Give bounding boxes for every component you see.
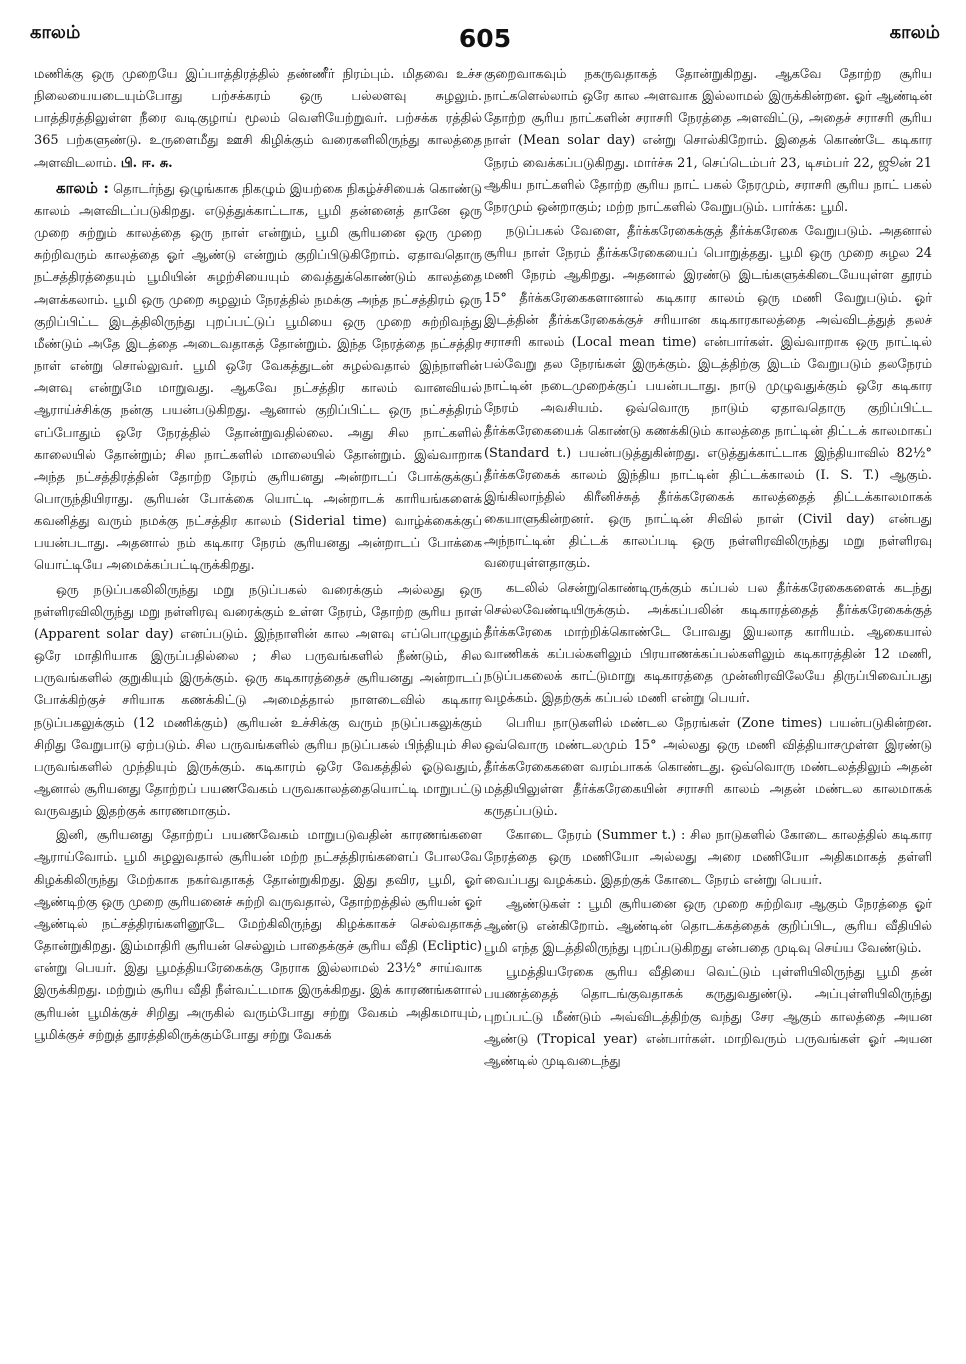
paragraph: ஒரு நடுப்பகலிலிருந்து மறு நடுப்பகல் வரைக்கும் அல்லது ஒரு நள்ளிரவிலிருந்து மறு நள்ளிரவு வரைக்கும் உள்ள நேரம், தோற்ற சூரிய நாள் (Apparent solar day) எனப்படும். இந்நாளின் கால அளவு எப்பொழுதும் ஒரே மாதிரியாக இருப்பதில்லை ; சில பருவங்களில் நீண்டும், சில பருவங்களில் குறுகியும் இருக்கும். ஒரு கடிகாரத்தைச் சூரியனது அன்றாடப் போக்கிற்குச் சரியாக கணக்கிட்டு அமைத்தால் நாளடைவில் கடிகார நடுப்பகலுக்கும் (12 மணிக்கும்) சூரியன் உச்சிக்கு வரும் நடுப்பகலுக்கும் சிறிது வேறுபாடு ஏற்படும். சில பருவங்களில் சூரிய நடுப்பகல் பிந்தியும் சில பருவங்களில் முந்தியும் இருக்கும். கடிகாரம் ஒரே வேகத்தில் ஓடுவதும், ஆனால் சூரியனது தோற்றப் பயணவேகம் பருவகாலத்தையொட்டி மாறுபட்டு வருவதும் இதற்குக் காரணமாகும். xyxy=(34,582,482,820)
entry-paragraph: காலம் : தொடர்ந்து ஒழுங்காக நிகழும் இயற்கை நிகழ்ச்சியைக் கொண்டு காலம் அளவிடப்படுகிறது. எடுத்துக்காட்டாக, பூமி தன்னைத் தானே ஒரு முறை சுற்றும் காலத்தை ஒரு நாள் என்றும், பூமி சூரியனை ஒரு முறை சுற்றிவரும் காலத்தை ஓர் ஆண்டு என்றும் குறிப்பிடுகிறோம். ஏதாவதொரு நட்சத்திரத்தையும் பூமியின் சுழற்சியையும் வைத்துக்கொண்டும் காலத்தை அளக்கலாம். பூமி ஒரு முறை சுழலும் நேரத்தில் நமக்கு அந்த நட்சத்திரம் ஒரு குறிப்பிட்ட இடத்திலிருந்து புறப்பட்டுப் பூமியை ஒரு முறை சுற்றிவந்து மீண்டும் அதே இடத்தை அடைவதாகத் தோன்றும். இந்த நேரத்தை நட்சத்திர நாள் என்று சொல்லுவர். பூமி ஒரே வேகத்துடன் சுழல்வதால் இந்நாளின் அளவு என்றுமே மாறுவது. ஆகவே நட்சத்திர காலம் வானவியல் ஆராய்ச்சிக்கு நன்கு பயன்படுகிறது. ஆனால் குறிப்பிட்ட ஒரு நட்சத்திரம் எப்போதும் ஒரே நேரத்தில் தோன்றுவதில்லை. அது சில நாட்களில் காலையில் தோன்றும்; சில நாட்களில் மாலையில் தோன்றும். இவ்வாறாக அந்த நட்சத்திரத்தின் தோற்ற நேரம் சூரியனது அன்றாடப் போக்குக்குப் பொருந்தியிராது. சூரியன் போக்கை யொட்டி அன்றாடக் காரியங்களைக் கவனித்து வரும் நமக்கு நட்சத்திர காலம் (Siderial time) வாழ்க்கைக்குப் பயன்படாது. அதனால் நம் கடிகார நேரம் சூரியனது அன்றாடப் போக்கை யொட்டியே அமைக்கப்பட்டிருக்கிறது. xyxy=(34,178,482,574)
paragraph: கடலில் சென்றுகொண்டிருக்கும் கப்பல் பல தீர்க்கரேகைகளைக் கடந்து செல்லவேண்டியிருக்கும். அக்கப்பலின் கடிகாரத்தைத் தீர்க்கரேகைக்குத் தீர்க்கரேகை மாற்றிக்கொண்டே போவது இயலாத காரியம். ஆகையால் வாணிகக் கப்பல்களிலும் பிரயாணக்கப்பல்களிலும் கடிகாரத்தின் 12 மணி, நடுப்பகலைக் காட்டுமாறு கடிகாரத்தை முன்னிரவிலேயே திருப்பிவைப்பது வழக்கம். இதற்குக் கப்பல் மணி என்று பெயர். xyxy=(484,580,932,707)
paragraph: ஆண்டுகள் : பூமி சூரியனை ஒரு முறை சுற்றிவர ஆகும் நேரத்தை ஓர் ஆண்டு என்கிறோம். ஆண்டின் தொடக்கத்தைக் குறிப்பிட, சூரிய வீதியில் பூமி எந்த இடத்திலிருந்து புறப்படுகிறது என்பதை முடிவு செய்ய வேண்டும். xyxy=(484,896,932,957)
paragraph: குறைவாகவும் நகருவதாகத் தோன்றுகிறது. ஆகவே தோற்ற சூரிய நாட்களெல்லாம் ஒரே கால அளவாக இல்லாமல் இருக்கின்றன. ஓர் ஆண்டின் தோற்ற சூரிய நாட்களின் சராசரி நேரத்தை அளவிட்டு, அதைச் சராசரி சூரிய நாள் (Mean solar day) என்று சொல்கிறோம். இதைக் கொண்டே கடிகார நேரம் வைக்கப்படுகிறது. மார்ச்சு 21, செப்டெம்பர் 23, டிசம்பர் 22, ஜூன் 21 ஆகிய நாட்களில் தோற்ற சூரிய நாட் பகல் நேரமும், சராசரி சூரிய நாட் பகல் நேரமும் ஒன்றாகும்; மற்ற நாட்களில் வேறுபடும். பார்க்க: பூமி. xyxy=(484,67,932,215)
right-running-title: காலம் xyxy=(889,22,940,43)
running-head xyxy=(30,22,940,62)
paragraph: பூமத்தியரேகை சூரிய வீதியை வெட்டும் புள்ளியிலிருந்து பூமி தன் பயணத்தைத் தொடங்குவதாகக் கருதுவதுண்டு. அப்புள்ளியிலிருந்து புறப்பட்டு மீண்டும் அவ்விடத்திற்கு வந்து சேர ஆகும் காலத்தை அயன ஆண்டு (Tropical year) என்பார்கள். மாறிவரும் பருவங்கள் ஓர் அயன ஆண்டில் முடிவடைந்து xyxy=(484,965,932,1069)
paragraph: கோடை நேரம் (Summer t.) : சில நாடுகளில் கோடை காலத்தில் கடிகார நேரத்தை ஒரு மணியோ அல்லது அரை மணியோ அதிகமாகத் தள்ளி வைப்பது வழக்கம். இதற்குக் கோடை நேரம் என்று பெயர். xyxy=(484,828,932,888)
paragraph: இனி, சூரியனது தோற்றப் பயணவேகம் மாறுபடுவதின் காரணங்களை ஆராய்வோம். பூமி சுழலுவதால் சூரியன் மற்ற நட்சத்திரங்களைப் போலவே கிழக்கிலிருந்து மேற்காக நகர்வதாகத் தோன்றுகிறது. இது தவிர, பூமி, ஓர் ஆண்டிற்கு ஒரு முறை சூரியனைச் சுற்றி வருவதால், தோற்றத்தில் சூரியன் ஓர் ஆண்டில் நட்சத்திரங்களினூடே மேற்கிலிருந்து கிழக்காகச் செல்வதாகத் தோன்றுகிறது. இம்மாதிரி சூரியன் செல்லும் பாதைக்குச் சூரிய வீதி (Ecliptic) என்று பெயர். இது பூமத்தியரேகைக்கு நேராக இல்லாமல் 23½° சாய்வாக இருக்கிறது. மற்றும் சூரிய வீதி நீள்வட்டமாக இருக்கிறது. இக் காரணங்களால் சூரியன் பூமிக்குச் சிறிது அருகில் வரும்போது சற்று வேகம் அதிகமாயும், பூமிக்குச் சற்றுத் தூரத்திலிருக்கும்போது சற்று வேகக் xyxy=(34,828,482,1043)
paragraph: நடுப்பகல் வேளை, தீர்க்கரேகைக்குத் தீர்க்கரேகை வேறுபடும். அதனால் சூரிய நாள் நேரம் தீர்க்கரேகையைப் பொறுத்தது. பூமி ஒரு முறை சுழல 24 மணி நேரம் ஆகிறது. அதனால் இரண்டு இடங்களுக்கிடையேயுள்ள தூரம் 15° தீர்க்கரேகைகளானால் கடிகார காலம் ஒரு மணி வேறுபடும். ஓர் இடத்தின் தீர்க்கரேகைக்குச் சரியான கடிகாரகாலத்தை அவ்விடத்துத் தலச் சராசரி காலம் (Local mean time) என்பார்கள். இவ்வாறாக ஒரு நாட்டில் பல்வேறு தல நேரங்கள் இருக்கும். இடத்திற்கு இடம் வேறுபடும் தலநேரம் நாட்டின் நடைமுறைக்குப் பயன்படாது. நாடு முழுவதுக்கும் ஒரே கடிகார நேரம் அவசியம். ஒவ்வொரு நாடும் ஏதாவதொரு குறிப்பிட்ட தீர்க்கரேகையைக் கொண்டு கணக்கிடும் காலத்தை நாட்டின் திட்டக் காலமாகப் (Standard t.) பயன்படுத்துகின்றது. எடுத்துக்காட்டாக இந்தியாவில் 82½° தீர்க்கரேகைக் காலம் இந்திய நாட்டின் திட்டக்காலம் (I. S. T.) ஆகும். இங்கிலாந்தில் கிரீனிச்சுத் தீர்க்கரேகைக் காலத்தைத் திட்டக்காலமாகக் கையாளுகின்றனர். ஒரு நாட்டின் சிவில் நாள் (Civil day) என்பது அந்நாட்டின் திட்டக் காலப்படி ஒரு நள்ளிரவிலிருந்து மறு நள்ளிரவு வரையுள்ளதாகும். xyxy=(484,224,932,572)
paragraph: பெரிய நாடுகளில் மண்டல நேரங்கள் (Zone times) பயன்படுகின்றன. ஒவ்வொரு மண்டலமும் 15° அல்லது ஒரு மணி வித்தியாசமுள்ள இரண்டு தீர்க்கரேகைகளை வரம்பாகக் கொண்டது. ஒவ்வொரு மண்டலத்திலும் அதன் மத்தியிலுள்ள தீர்க்கரேகையின் சராசரி காலம் அதன் மண்டல காலமாகக் கருதப்படும். xyxy=(484,715,932,820)
page-number: 605 xyxy=(458,24,512,53)
author-signature: பி. ஈ. சு. xyxy=(120,155,173,171)
left-running-title: காலம் xyxy=(30,22,81,43)
right-column xyxy=(484,64,932,1075)
paragraph: மணிக்கு ஒரு முறையே இப்பாத்திரத்தில் தண்ணீர் நிரம்பும். மிதவை உச்ச நிலையையடையும்போது பற்சக்கரம் ஒரு பல்லளவு சுழலும். பாத்திரத்திலுள்ள நீரை வடிகுழாய் மூலம் வெளியேற்றுவர். பற்சக்க ரத்தில் 365 பற்களுண்டு. உருளைமீது ஊசி கிழிக்கும் வரைகளிலிருந்து காலத்தை அளவிடலாம். பி. ஈ. சு. xyxy=(34,67,482,171)
left-column xyxy=(34,64,482,1049)
entry-heading: காலம் : xyxy=(56,178,109,197)
